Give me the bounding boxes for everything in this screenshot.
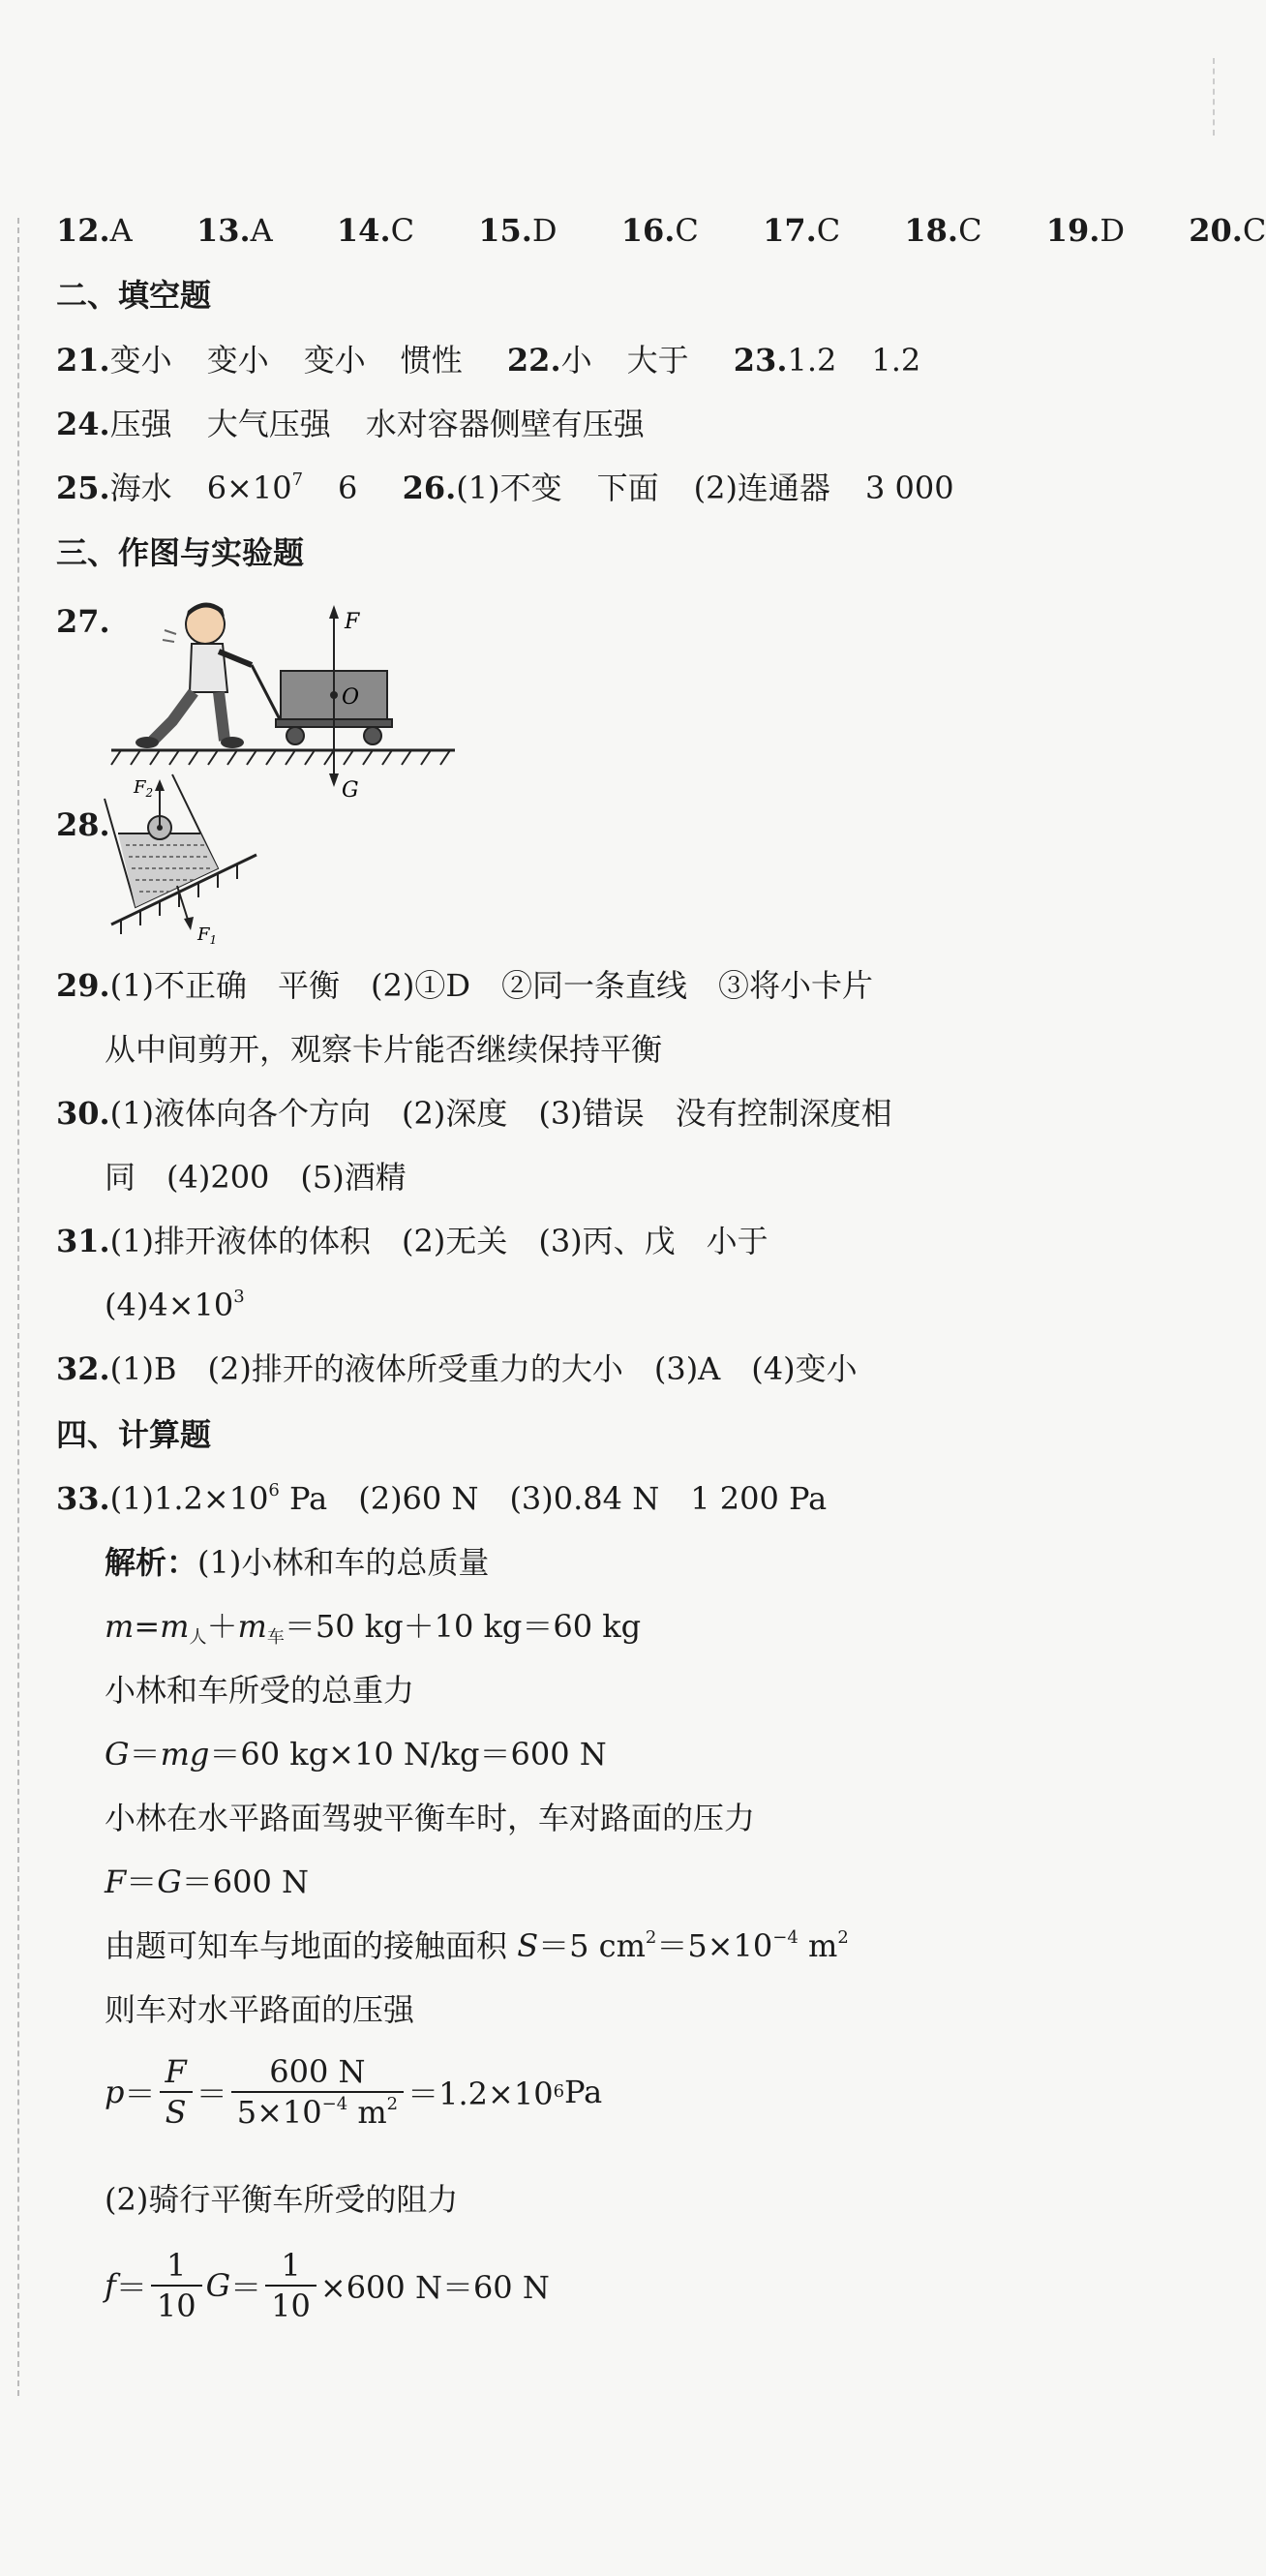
section-heading-fill-in: 二、填空题 — [56, 277, 212, 314]
force-label-F2: $F_2$ — [134, 777, 154, 800]
center-label-O: O — [342, 685, 360, 710]
force-label-F: F — [345, 610, 360, 634]
q-number: 12. — [56, 212, 110, 249]
eq-text: ＝600 N — [181, 1864, 310, 1900]
fraction — [151, 2246, 202, 2325]
mc-answers-row — [56, 211, 1266, 250]
eq-text: m — [798, 1927, 838, 1964]
answer: C — [1242, 212, 1266, 249]
answer-text: (4)4×10 — [105, 1287, 234, 1323]
answer: (2)连通器 — [693, 470, 830, 506]
q30-line1 — [56, 1094, 892, 1133]
q33-answers — [56, 1479, 827, 1518]
section-heading-drawing: 三、作图与实验题 — [56, 534, 305, 571]
answer: A — [109, 212, 133, 249]
q-number: 14. — [336, 212, 391, 249]
force-label-F1: $F_1$ — [197, 924, 218, 947]
answer: C — [816, 212, 841, 249]
exponent: 2 — [645, 1927, 657, 1948]
q24-row — [56, 405, 645, 443]
numerator: F — [165, 2053, 187, 2090]
answer: 变小 — [206, 342, 269, 379]
eq-text: ＝50 kg＋10 kg＝60 kg — [284, 1608, 642, 1645]
q33-step2: 小林和车所受的总重力 — [105, 1672, 415, 1709]
denominator: S — [165, 2094, 187, 2131]
answer: (1)不变 — [456, 470, 562, 506]
boy-figure — [136, 602, 252, 748]
denominator: 10 — [271, 2288, 311, 2324]
answer-text: (1)1.2×10 — [109, 1480, 269, 1517]
exponent: 3 — [233, 1287, 245, 1307]
denominator — [231, 2093, 404, 2132]
step-text: (1)小林和车的总质量 — [197, 1544, 490, 1581]
subscript: 人 — [189, 1627, 207, 1648]
q-number: 22. — [506, 342, 561, 379]
answer: 变小 — [109, 342, 172, 379]
answer-text: Pa (2)60 N (3)0.84 N 1 200 Pa — [279, 1480, 828, 1517]
exponent: −4 — [772, 1927, 799, 1948]
exponent: 2 — [837, 1927, 849, 1948]
q-number: 19. — [1045, 212, 1100, 249]
exponent: 6 — [268, 1480, 280, 1500]
eq-text: ＝60 kg×10 N/kg＝600 N — [209, 1736, 607, 1773]
answer: 大气压强 — [206, 406, 331, 442]
q-number: 17. — [763, 212, 817, 249]
q30-line2: 同 (4)200 (5)酒精 — [105, 1159, 407, 1196]
answer: C — [958, 212, 982, 249]
answer: 1.2 — [871, 342, 921, 379]
q-number: 23. — [733, 342, 788, 379]
step-text: 由题可知车与地面的接触面积 — [105, 1927, 508, 1964]
exponent: 2 — [386, 2094, 399, 2114]
eq-text: ＝5×10 — [656, 1927, 773, 1964]
q28-number: 28. — [56, 806, 110, 843]
margin-dashed-line — [17, 218, 19, 2396]
q-number: 13. — [196, 212, 251, 249]
numerator: 1 — [265, 2246, 316, 2287]
q-number: 16. — [620, 212, 676, 249]
answer: D — [531, 212, 558, 249]
q-number: 30. — [56, 1095, 110, 1132]
answer-text: (1)不正确 平衡 (2)①D ②同一条直线 ③将小卡片 — [109, 967, 873, 1004]
answer: 大于 — [626, 342, 689, 379]
q-number: 20. — [1189, 212, 1243, 249]
answer: 变小 — [303, 342, 366, 379]
answer: 6 — [338, 470, 358, 506]
q33-step6: (2)骑行平衡车所受的阻力 — [105, 2181, 459, 2218]
eq-text: 5×10 — [236, 2094, 322, 2131]
exponent: −4 — [321, 2094, 348, 2114]
answer: D — [1100, 212, 1126, 249]
q21-23-row — [56, 341, 920, 379]
fraction — [231, 2052, 404, 2132]
q-number: 25. — [56, 470, 110, 506]
q-number: 32. — [56, 1350, 110, 1387]
q-number: 31. — [56, 1223, 110, 1259]
fraction — [265, 2246, 316, 2325]
eq-text: ×600 N＝60 N — [319, 2269, 550, 2306]
q-number: 18. — [904, 212, 959, 249]
q29-line1 — [56, 966, 873, 1005]
answer: 6×10 — [206, 470, 292, 506]
answer: 3 000 — [864, 470, 954, 506]
exponent: 7 — [291, 470, 304, 490]
q-number: 26. — [402, 470, 457, 506]
answer: 惯性 — [400, 342, 463, 379]
q33-force-equation: F＝G＝600 N — [105, 1864, 310, 1900]
corner-dashed-mark — [1213, 58, 1219, 136]
subscript: 车 — [266, 1627, 285, 1648]
q-number: 15. — [478, 212, 532, 249]
q31-line1 — [56, 1222, 769, 1260]
q27-number: 27. — [56, 603, 110, 640]
q33-step1 — [105, 1543, 489, 1582]
eq-text: Pa — [564, 2074, 603, 2110]
q33-step5: 则车对水平路面的压强 — [105, 1991, 415, 2028]
answer: 海水 — [109, 470, 172, 506]
q33-pressure-equation: p ＝ $\frac{F}{S}$ ＝ $\frac{600 N}{5\times 10^{-4} m^2}$ ＝1.2×10 6 Pa — [105, 2053, 603, 2131]
analysis-label: 解析： — [105, 1544, 198, 1581]
answer: 小 — [560, 342, 592, 379]
q33-step3: 小林在水平路面驾驶平衡车时，车对路面的压力 — [105, 1800, 756, 1836]
q27-cart-figure — [97, 595, 465, 803]
answer: C — [675, 212, 699, 249]
fraction — [160, 2052, 193, 2132]
q-number: 33. — [56, 1480, 110, 1517]
section-heading-calc: 四、计算题 — [56, 1416, 212, 1453]
eq-text: ＋ — [206, 1608, 238, 1645]
numerator: 600 N — [231, 2052, 404, 2093]
answer-text: (1)液体向各个方向 (2)深度 (3)错误 没有控制深度相 — [109, 1095, 892, 1132]
answer: 下面 — [596, 470, 659, 506]
eq-text: ＝5 cm — [538, 1927, 646, 1964]
q28-container-figure — [97, 770, 271, 947]
q33-step4: 由题可知车与地面的接触面积 S＝5 $cm^2=5\times 10^{-4}$ $m^2$ — [105, 1927, 849, 1964]
answer: 1.2 — [787, 342, 837, 379]
q33-gravity-equation: G＝mg＝60 kg×10 N/kg＝600 N — [105, 1736, 607, 1773]
eq-text: m — [347, 2094, 387, 2131]
q32-line1 — [56, 1349, 858, 1388]
numerator: 1 — [151, 2246, 202, 2287]
answer: A — [250, 212, 273, 249]
q-number: 29. — [56, 967, 110, 1004]
answer: C — [390, 212, 415, 249]
q-number: 24. — [56, 406, 110, 442]
q-number: 21. — [56, 342, 110, 379]
eq-text: = — [134, 1608, 161, 1645]
q33-mass-equation: $m=m_人+m_车=50$ kg＋10 kg＝60 kg — [105, 1608, 642, 1648]
denominator: 10 — [156, 2288, 196, 2324]
force-label-G: G — [342, 778, 359, 803]
eq-text: ＝1.2×10 — [407, 2076, 554, 2112]
answer-text: (1)排开液体的体积 (2)无关 (3)丙、戊 小于 — [109, 1223, 769, 1259]
q33-friction-equation: f ＝ $\frac{1}{10}$ G ＝ $\frac{1}{10}$ ×600 N＝60 N — [105, 2247, 550, 2324]
q31-line2 — [105, 1286, 245, 1324]
answer: 水对容器侧壁有压强 — [365, 406, 645, 442]
q29-line2: 从中间剪开，观察卡片能否继续保持平衡 — [105, 1031, 663, 1068]
q25-26-row — [56, 469, 954, 507]
answer: 压强 — [109, 406, 172, 442]
answer-text: (1)B (2)排开的液体所受重力的大小 (3)A (4)变小 — [109, 1350, 858, 1387]
